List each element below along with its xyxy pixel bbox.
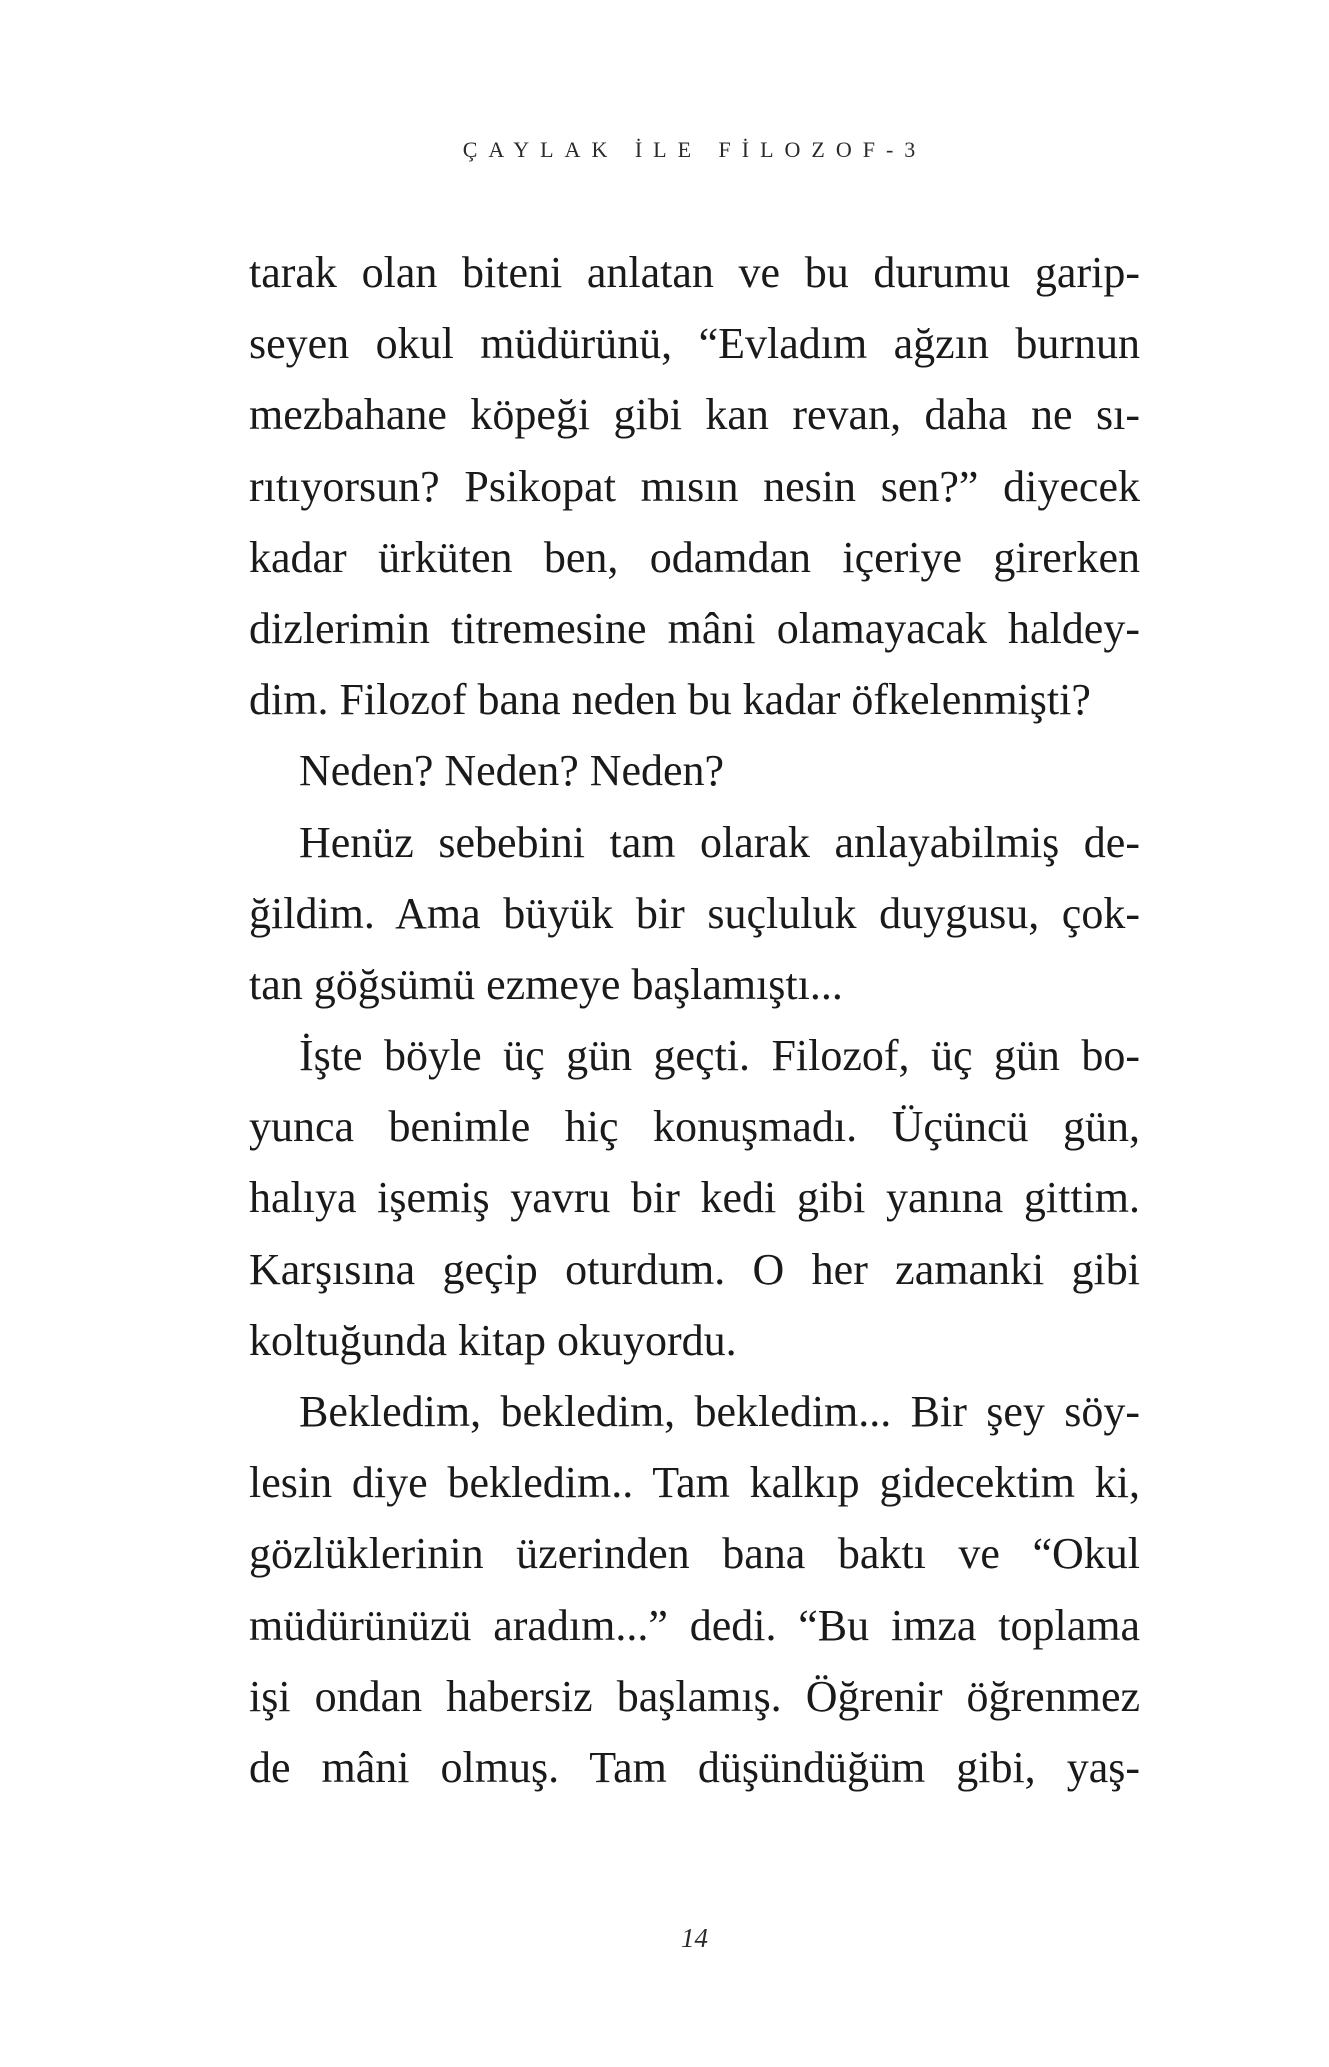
paragraph <box>249 807 1140 1021</box>
text-line: dizlerimin titremesine mâni olamayacak haldey- <box>249 603 1140 653</box>
text-line: Henüz sebebini tam olarak anlayabilmiş de- <box>299 817 1140 867</box>
text-line: İşte böyle üç gün geçti. Filozof, üç gün bo- <box>299 1031 1140 1081</box>
text-line: yunca benimle hiç konuşmadı. Üçüncü gün, <box>249 1102 1140 1152</box>
text-line: dim. Filozof bana neden bu kadar öfkelenmişti? <box>249 675 1091 725</box>
text-line: gözlüklerinin üzerinden bana baktı ve “Okul <box>249 1529 1140 1579</box>
text-line: işi ondan habersiz başlamış. Öğrenir öğrenmez <box>249 1671 1140 1721</box>
running-header: ÇAYLAK İLE FİLOZOF-3 <box>462 137 927 162</box>
text-line: Neden? Neden? Neden? <box>299 746 725 796</box>
text-line: mezbahane köpeği gibi kan revan, daha ne sı- <box>249 390 1140 440</box>
text-line: tan göğsümü ezmeye başlamıştı... <box>249 959 843 1009</box>
text-line: müdürünüzü aradım...” dedi. “Bu imza toplama <box>249 1600 1140 1650</box>
paragraph <box>249 1376 1140 1803</box>
text-line: ğildim. Ama büyük bir suçluluk duygusu, çok- <box>249 888 1140 938</box>
text-line: rıtıyorsun? Psikopat mısın nesin sen?” diyecek <box>249 461 1140 511</box>
paragraph <box>249 237 1140 735</box>
text-line: lesin diye bekledim.. Tam kalkıp gidecektim ki, <box>249 1458 1140 1508</box>
text-line: Bekledim, bekledim, bekledim... Bir şey söy- <box>299 1387 1140 1436</box>
text-line: de mâni olmuş. Tam düşündüğüm gibi, yaş- <box>249 1742 1140 1792</box>
paragraph <box>249 735 1140 806</box>
body-text <box>249 237 1140 1803</box>
text-line: seyen okul müdürünü, “Evladım ağzın burnun <box>249 319 1140 369</box>
page-number: 14 <box>681 1923 708 1953</box>
text-line: koltuğunda kitap okuyordu. <box>249 1315 737 1365</box>
text-line: Karşısına geçip oturdum. O her zamanki gibi <box>249 1244 1140 1294</box>
paragraph <box>249 1020 1140 1376</box>
text-line: tarak olan biteni anlatan ve bu durumu garip- <box>249 248 1140 297</box>
text-line: kadar ürküten ben, odamdan içeriye girerken <box>249 532 1140 582</box>
text-line: halıya işemiş yavru bir kedi gibi yanına gittim. <box>249 1173 1140 1223</box>
